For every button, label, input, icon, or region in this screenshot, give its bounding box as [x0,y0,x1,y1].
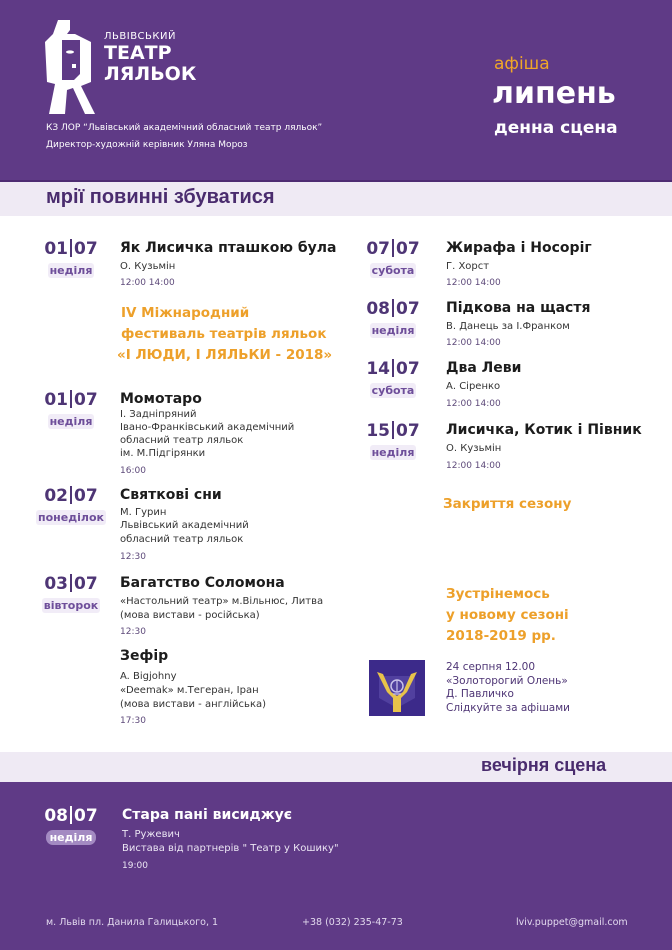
date-day: 01 [44,239,68,259]
date-separator [70,239,72,257]
event-title: Жирафа і Носоріг [446,240,592,256]
logo-line-1: ЛЬВІВСЬКИЙ [104,31,176,42]
date-month: 07 [74,239,98,259]
date-separator [70,574,72,592]
date-separator [70,486,72,504]
event-date [36,239,106,278]
event-times: 12:00 14:00 [446,461,501,471]
festival-line-2: фестиваль театрів ляльок [121,326,327,342]
date-day: 07 [366,239,390,259]
event-title: Момотаро [120,391,202,407]
golden-deer-poster-icon [369,660,425,716]
event-times: 19:00 [122,861,148,871]
event-info-line: обласний театр ляльок [120,534,244,545]
afisha-label: афіша [494,54,550,74]
event-author: В. Данець за І.Франком [446,321,570,332]
band-title: мрії повинні збуватися [46,186,275,208]
event-info-line: Вистава від партнерів " Театр у Кошику" [122,843,339,854]
date-day: 08 [44,806,68,826]
event-author: О. Кузьмін [120,261,176,272]
date-separator [392,359,394,377]
event-times: 12:00 14:00 [446,278,501,288]
weekday-badge: неділя [46,830,97,845]
promo-text [446,661,570,715]
date-day: 15 [366,421,390,441]
date-month: 07 [74,390,98,410]
date-day: 14 [366,359,390,379]
evening-band-title: вечірня сцена [481,755,607,775]
festival-line-3: «І ЛЮДИ, І ЛЯЛЬКИ - 2018» [117,347,333,363]
event-author: М. Гурин [120,507,167,518]
new-season-line-2: у новому сезоні [446,607,569,623]
promo-line: 24 серпня 12.00 [446,661,536,673]
festival-line-1: IV Міжнародний [121,305,250,321]
footer-phone[interactable]: +38 (032) 235-47-73 [302,917,403,928]
event-title: Стара пані висиджує [122,807,293,823]
footer-address: м. Львів пл. Данила Галицького, 1 [46,917,219,928]
weekday-badge: субота [371,384,415,397]
weekday-badge: неділя [49,415,93,428]
footer-email[interactable]: lviv.puppet@gmail.com [516,917,628,928]
date-day: 03 [44,574,68,594]
event-title: Багатство Соломона [120,575,285,591]
date-month: 07 [74,574,98,594]
event-times: 12:30 [120,627,146,637]
event-date [358,421,428,460]
event-info-line: (мова вистави - російська) [120,610,260,621]
date-day: 02 [44,486,68,506]
weekday-badge: неділя [49,264,93,277]
event-title: Два Леви [446,360,522,376]
event-author: І. Задніпряний [120,409,197,420]
date-day: 01 [44,390,68,410]
event-date [36,390,106,429]
event-date [36,574,106,613]
weekday-badge: субота [371,264,415,277]
evening-band [0,752,672,782]
event-date [36,486,106,525]
event-info-line: Івано-Франківський академічний [120,422,295,433]
event-info-line: обласний театр ляльок [120,435,244,446]
event-title: Святкові сни [120,487,222,503]
promo-line: «Золоторогий Олень» [446,674,568,687]
date-separator [70,806,72,824]
event-times: 12:00 14:00 [446,338,501,348]
event-times: 16:00 [120,466,146,476]
org-name: КЗ ЛОР “Львівський академічний обласний театр ляльок” [46,123,323,133]
season-close: Закриття сезону [443,496,572,512]
date-month: 07 [396,239,420,259]
event-times: 12:30 [120,552,146,562]
date-separator [392,421,394,439]
event-times: 12:00 14:00 [120,278,175,288]
date-month: 07 [74,806,98,826]
promo-line: Д. Павличко [446,688,514,700]
new-season-line-1: Зустрінемось [446,586,550,602]
logo-line-3: ЛЯЛЬОК [104,63,197,85]
date-month: 07 [396,299,420,319]
logo-line-2: ТЕАТР [104,42,172,64]
month-title: липень [492,76,616,111]
event-info-line: (мова вистави - англійська) [120,699,267,710]
event-title: Підкова на щастя [446,300,591,316]
date-month: 07 [74,486,98,506]
weekday-badge: неділя [371,446,415,459]
event-author: Г. Хорст [446,261,490,272]
event-date [358,359,428,398]
weekday-badge: понеділок [38,511,104,524]
event-info-line: «Настольний театр» м.Вільнюс, Литва [120,596,324,607]
event-date [36,806,106,845]
event-title: Лисичка, Котик і Півник [446,422,642,438]
event-title: Зефір [120,648,169,664]
event-info-line: «Deemak» м.Тегеран, Іран [120,685,259,696]
date-separator [392,299,394,317]
event-title: Як Лисичка пташкою була [120,240,337,256]
puppet-figure-icon [44,18,100,116]
director: Директор-художній керівник Уляна Мороз [46,140,248,150]
new-season-line-3: 2018-2019 рр. [446,628,556,644]
weekday-badge: вівторок [43,599,99,612]
date-month: 07 [396,359,420,379]
header [0,0,672,182]
date-month: 07 [396,421,420,441]
weekday-badge: неділя [371,324,415,337]
event-info-line: ім. М.Підгірянки [120,448,206,459]
day-band [0,182,672,216]
event-author: О. Кузьмін [446,443,502,454]
event-date [358,299,428,338]
stage-label: денна сцена [494,118,618,138]
promo-line: Слідкуйте за афішами [446,701,570,714]
date-separator [70,390,72,408]
event-times: 12:00 14:00 [446,399,501,409]
event-author: Т. Ружевич [122,829,180,840]
event-times: 17:30 [120,716,146,726]
event-author: А. Сіренко [446,381,501,392]
event-author: A. Bigjohny [120,671,177,682]
date-separator [392,239,394,257]
event-date [358,239,428,278]
event-info-line: Львівський академічний [120,520,249,531]
date-day: 08 [366,299,390,319]
